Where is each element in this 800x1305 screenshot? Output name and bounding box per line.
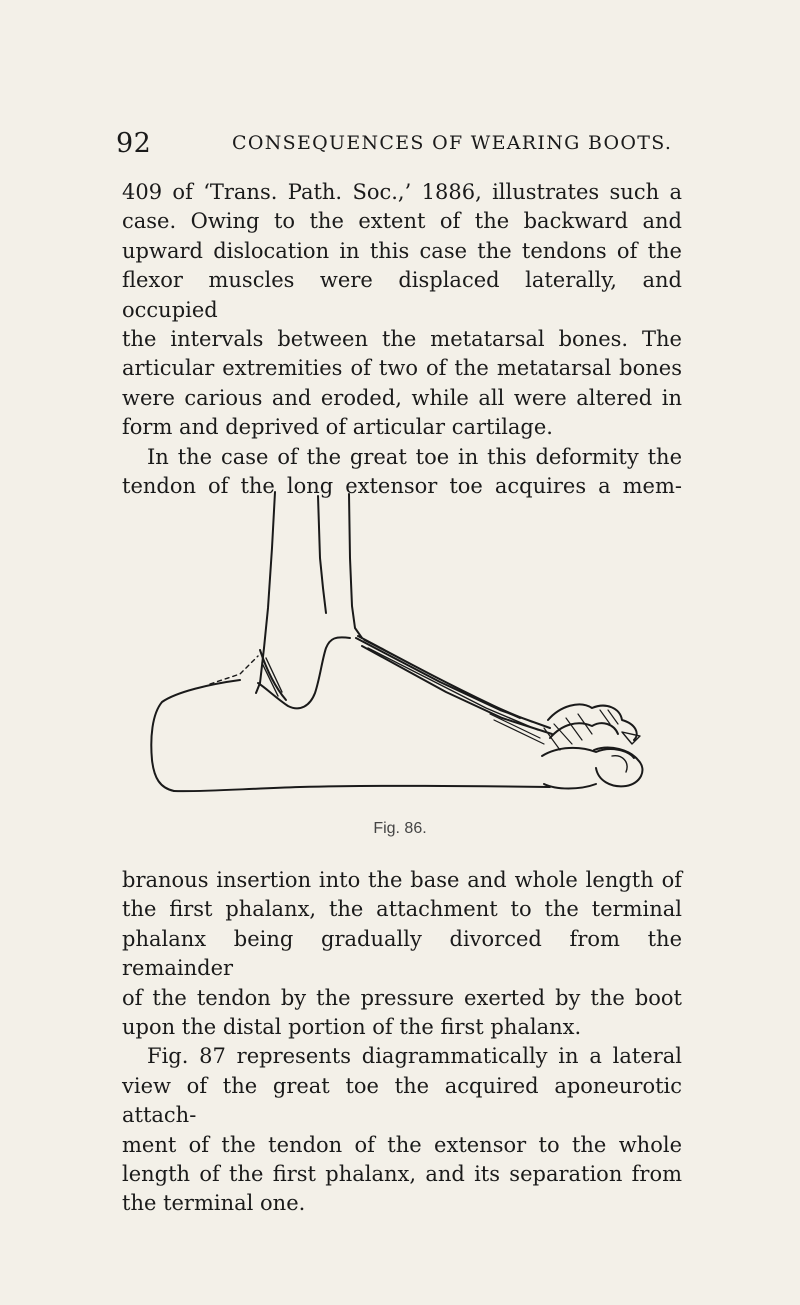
tendon-dashed-line	[210, 656, 258, 684]
paragraph-block-top	[122, 178, 682, 501]
toe-outline	[594, 748, 642, 787]
text-line: the intervals between the metatarsal bones. The	[122, 327, 682, 352]
heel-outline	[151, 680, 240, 791]
toe-detail	[600, 710, 618, 724]
text-line: of the tendon by the pressure exerted by the boot	[122, 985, 682, 1010]
foot-drawing	[140, 488, 680, 818]
text-line: branous insertion into the base and whole length of	[122, 868, 682, 892]
text-line: articular extremities of two of the metatarsal bones	[122, 356, 682, 381]
text-line: view of the great toe the acquired aponeurotic attach-	[122, 1073, 682, 1128]
text-line: Fig. 87 represents diagrammatically in a lateral	[147, 1044, 682, 1069]
text-line: form and deprived of articular cartilage.	[122, 415, 553, 440]
text-line: 409 of ‘Trans. Path. Soc.,’ 1886, illustrates such a	[122, 180, 682, 204]
text-line: the first phalanx, the attachment to the terminal	[122, 897, 682, 922]
figure-caption: Fig. 86.	[373, 820, 427, 837]
text-line: flexor muscles were displaced laterally, and occupied	[122, 268, 682, 322]
text-line: were carious and eroded, while all were altered in	[122, 385, 682, 410]
text-line: upon the distal portion of the first phalanx.	[122, 1015, 582, 1040]
toe-outline	[612, 756, 627, 772]
ankle-bone-outline	[258, 637, 350, 708]
tibia-inner-line	[318, 496, 326, 613]
text-line: In the case of the great toe in this deformity the	[147, 444, 682, 469]
page-number: 92	[116, 128, 152, 159]
text-line: phalanx being gradually divorced from the remainder	[122, 926, 682, 981]
leg-front-outline	[349, 494, 362, 638]
paragraph-block-bottom	[122, 866, 682, 1219]
toe-end	[544, 784, 596, 789]
foot-deformity-illustration	[140, 488, 680, 818]
text-line: ment of the tendon of the extensor to the whole	[122, 1132, 682, 1157]
dorsum-outline	[358, 636, 520, 718]
toe-detail	[544, 714, 592, 750]
text-line: length of the first phalanx, and its separation from	[122, 1162, 682, 1187]
sole-outline	[174, 786, 550, 791]
text-line: tendon of the long extensor toe acquires a mem-	[122, 474, 682, 499]
text-line: the terminal one.	[122, 1191, 306, 1216]
text-line: upward dislocation in this case the tendons of the	[122, 238, 682, 263]
running-head: CONSEQUENCES OF WEARING BOOTS.	[232, 132, 673, 154]
text-line: case. Owing to the extent of the backward and	[122, 209, 682, 234]
